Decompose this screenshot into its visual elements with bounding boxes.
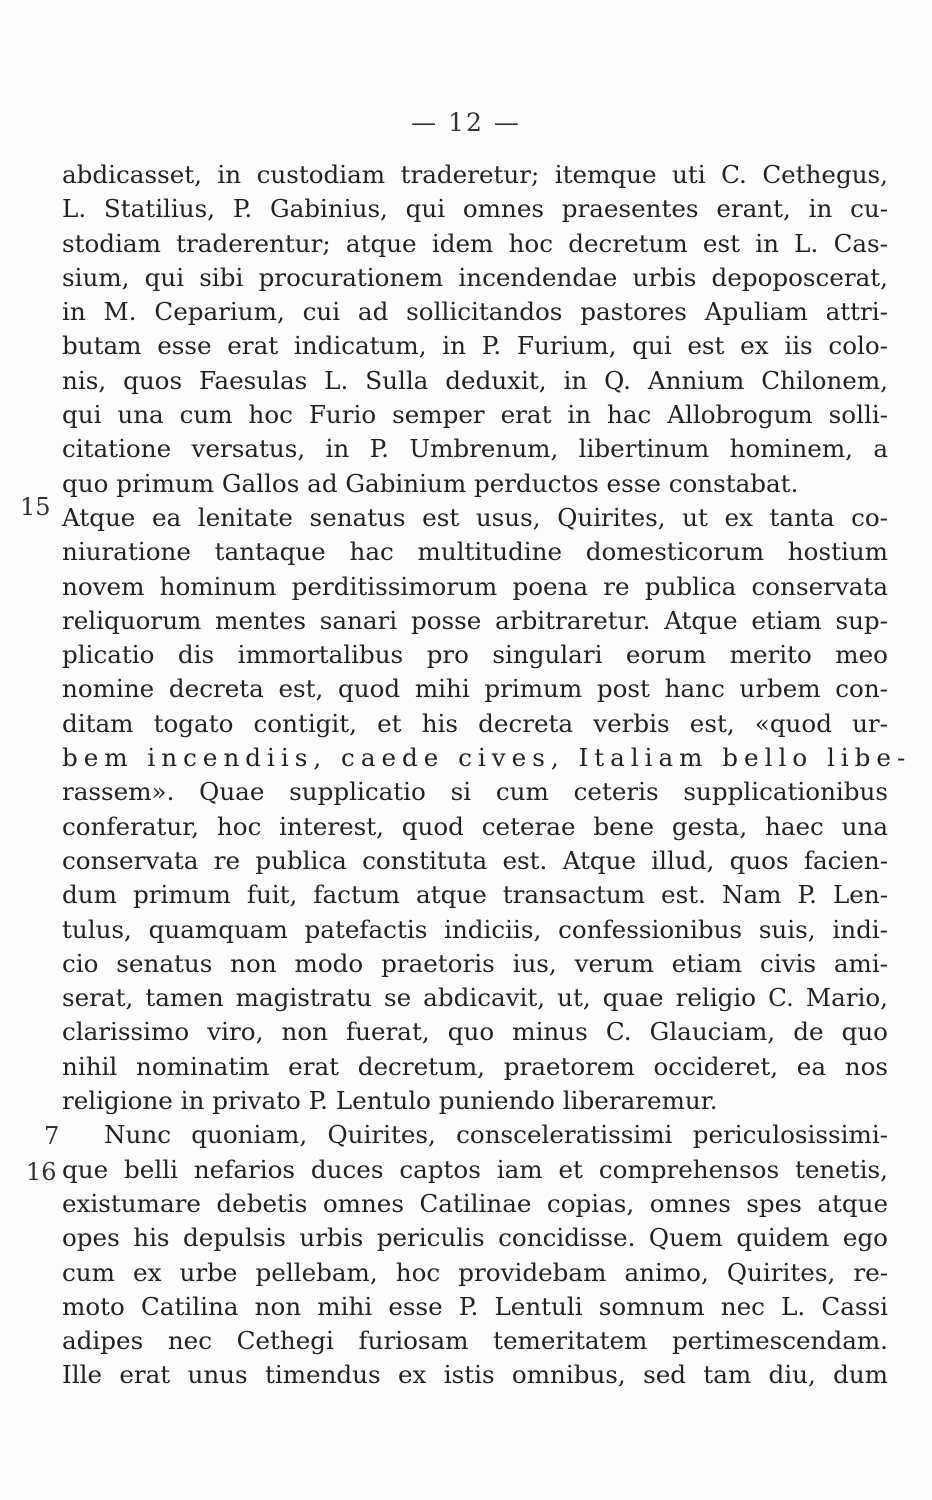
- text-line: que belli nefarios duces captos iam et comprehensos tenetis,: [62, 1154, 888, 1184]
- page-number: — 12 —: [411, 108, 521, 137]
- text-line: nihil nominatim erat decretum, praetorem occideret, ea nos: [62, 1051, 888, 1081]
- text-line: L. Statilius, P. Gabinius, qui omnes praesentes erant, in cu-: [62, 194, 888, 224]
- text-line: existumare debetis omnes Catilinae copias, omnes spes atque: [62, 1188, 888, 1218]
- text-line: reliquorum mentes sanari posse arbitraretur. Atque etiam sup-: [62, 605, 888, 635]
- text-line: moto Catilina non mihi esse P. Lentuli somnum nec L. Cassi: [62, 1291, 888, 1321]
- text-line-spaced: bem incendiis, caede cives, Italiam bello libe-: [62, 743, 912, 773]
- text-line: Atque ea lenitate senatus est usus, Quirites, ut ex tanta co-: [62, 502, 888, 532]
- text-line: nomine decreta est, quod mihi primum post hanc urbem con-: [62, 674, 888, 704]
- text-line: adipes nec Cethegi furiosam temeritatem pertimescendam.: [62, 1326, 888, 1356]
- text-line: qui una cum hoc Furio semper erat in hac Allobrogum solli-: [62, 400, 888, 430]
- text-line: Nunc quoniam, Quirites, consceleratissimi periculosissimi-: [104, 1120, 888, 1150]
- text-line: opes his depulsis urbis periculis concidisse. Quem quidem ego: [62, 1223, 888, 1253]
- text-line: religione in privato P. Lentulo puniendo liberaremur.: [62, 1086, 718, 1116]
- text-line: nis, quos Faesulas L. Sulla deduxit, in Q. Annium Chilonem,: [62, 365, 888, 395]
- text-line: serat, tamen magistratu se abdicavit, ut, quae religio C. Mario,: [62, 983, 888, 1013]
- text-line: stodiam traderentur; atque idem hoc decretum est in L. Cas-: [62, 228, 888, 258]
- margin-section-number: 16: [26, 1158, 57, 1186]
- margin-section-number: 15: [20, 493, 51, 521]
- text-line: conservata re publica constituta est. Atque illud, quos facien-: [62, 845, 888, 875]
- text-line: in M. Ceparium, cui ad sollicitandos pastores Apuliam attri-: [62, 297, 888, 327]
- text-line: clarissimo viro, non fuerat, quo minus C. Glauciam, de quo: [62, 1017, 888, 1047]
- text-line: tulus, quamquam patefactis indiciis, confessionibus suis, indi-: [62, 914, 888, 944]
- text-line: niuratione tantaque hac multitudine domesticorum hostium: [62, 537, 888, 567]
- text-line: butam esse erat indicatum, in P. Furium, qui est ex iis colo-: [62, 331, 888, 361]
- text-line: ditam togato contigit, et his decreta verbis est, «quod ur-: [62, 708, 888, 738]
- text-line: cio senatus non modo praetoris ius, verum etiam civis ami-: [62, 948, 888, 978]
- text-line: plicatio dis immortalibus pro singulari eorum merito meo: [62, 640, 888, 670]
- text-line: quo primum Gallos ad Gabinium perductos esse constabat.: [62, 468, 799, 498]
- text-line: conferatur, hoc interest, quod ceterae bene gesta, haec una: [62, 811, 888, 841]
- text-line: novem hominum perditissimorum poena re publica conservata: [62, 571, 888, 601]
- text-line: sium, qui sibi procurationem incendendae urbis depoposcerat,: [62, 262, 888, 292]
- text-line: Ille erat unus timendus ex istis omnibus, sed tam diu, dum: [62, 1360, 888, 1390]
- text-line: citatione versatus, in P. Umbrenum, libertinum hominem, a: [62, 434, 888, 464]
- text-line: cum ex urbe pellebam, hoc providebam animo, Quirites, re-: [62, 1257, 888, 1287]
- text-line: abdicasset, in custodiam traderetur; itemque uti C. Cethegus,: [62, 160, 888, 189]
- margin-chapter-number: 7: [44, 1122, 60, 1150]
- body-text: [62, 158, 912, 1393]
- text-line: rassem». Quae supplicatio si cum ceteris supplicationibus: [62, 777, 888, 807]
- text-line: dum primum fuit, factum atque transactum est. Nam P. Len-: [62, 880, 888, 910]
